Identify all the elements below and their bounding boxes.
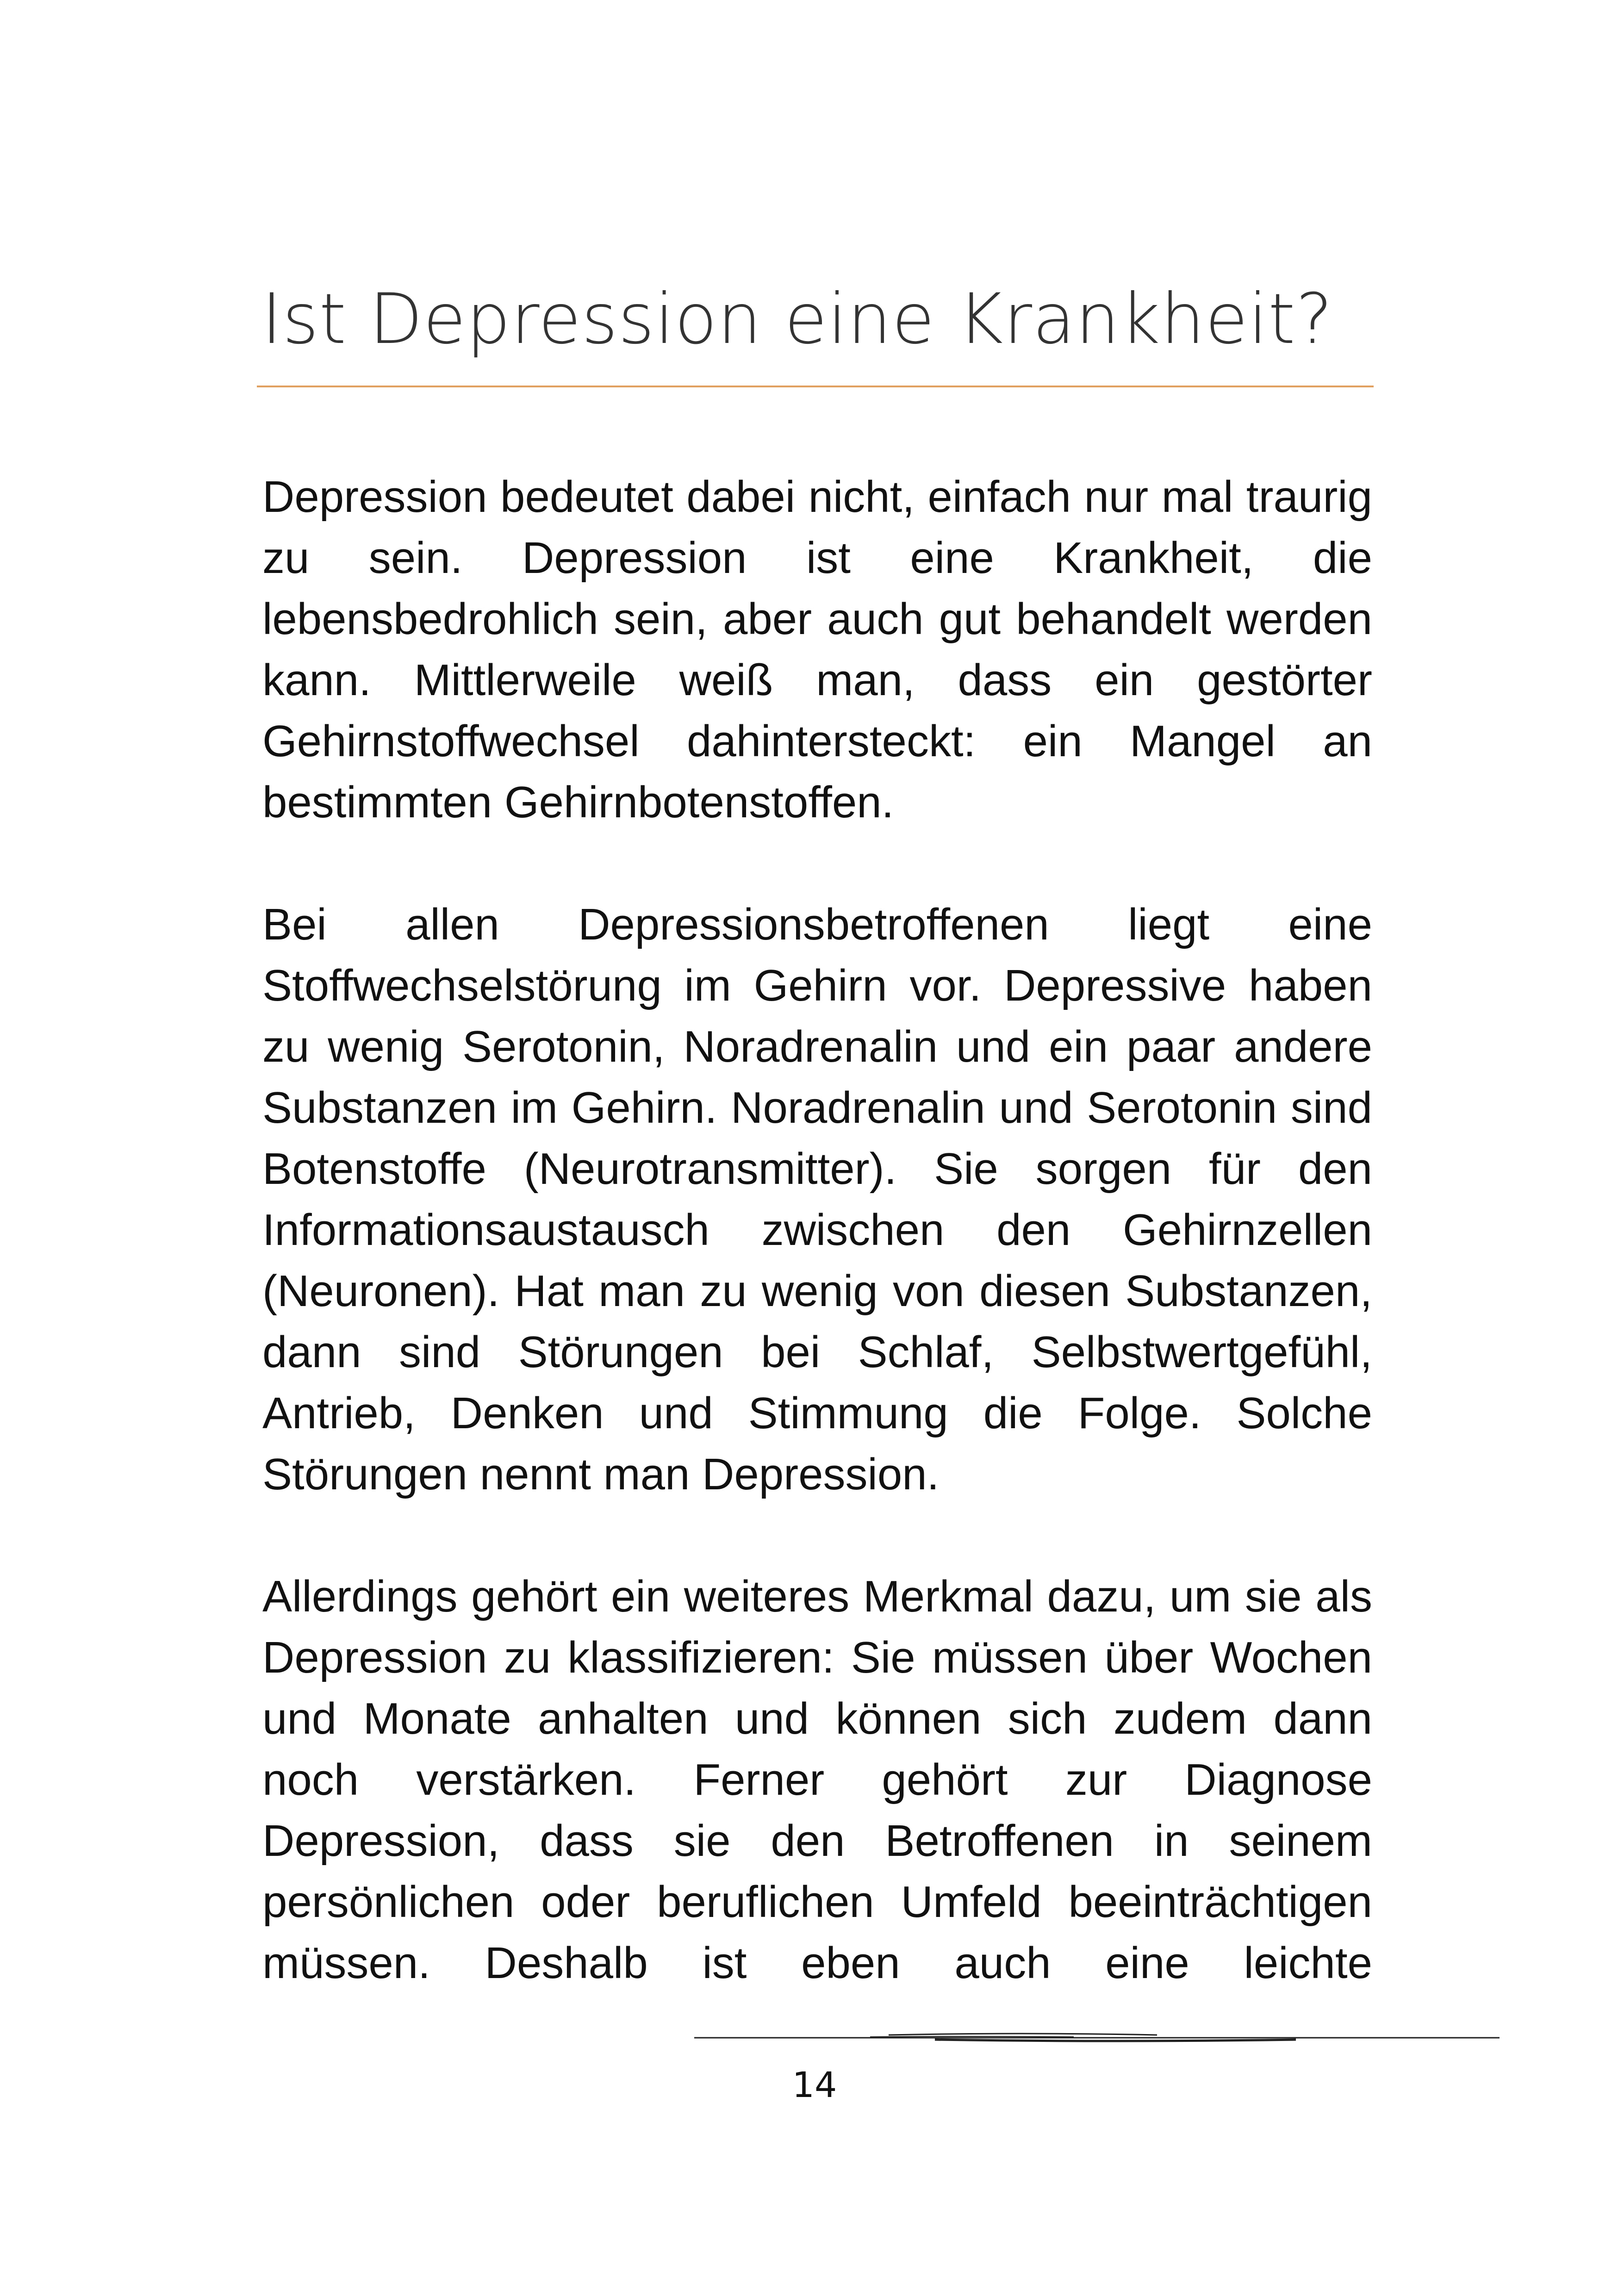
page-number: 14 [792,2064,837,2105]
title-divider [257,386,1374,387]
paragraph-2: Bei allen Depressionsbetroffenen liegt eine Stoffwechselstörung im Gehirn vor. Depressive haben zu wenig Serotonin, Noradrenalin und ein paar andere Substanzen im Gehirn. Noradrenalin und Serotonin sind Botenstoffe (Neurotransmitter). Sie sorgen für den Informationsaustausch zwischen den Gehirnzellen (Neuronen). Hat man zu wenig von diesen Substanzen, dann sind Störungen bei Schlaf, Selbstwertgefühl, Antrieb, Denken und Stimmung die Folge. Solche Störungen nennt man Depression. [262,900,1372,1499]
body-text [262,467,1372,1994]
paragraph-1: Depression bedeutet dabei nicht, einfach nur mal traurig zu sein. Depression ist eine Krankheit, die lebensbedrohlich sein, aber auch gut behandelt werden kann. Mittlerweile weiß man, dass ein gestörter Gehirnstoffwechsel dahintersteckt: ein Mangel an bestimmten Gehirnbotenstoffen. [262,472,1372,827]
page-title: Ist Depression eine Krankheit? [261,279,1333,360]
footer-divider [694,2029,1500,2048]
paragraph-3: Allerdings gehört ein weiteres Merkmal dazu, um sie als Depression zu klassifizieren: Sie müssen über Wochen und Monate anhalten und können sich zudem dann noch verstärken. Ferner gehört zur Diagnose Depression, dass sie den Betroffenen in seinem persönlichen oder beruflichen Umfeld beeinträchtigen müssen. Deshalb ist eben auch eine leichte [262,1572,1372,1988]
